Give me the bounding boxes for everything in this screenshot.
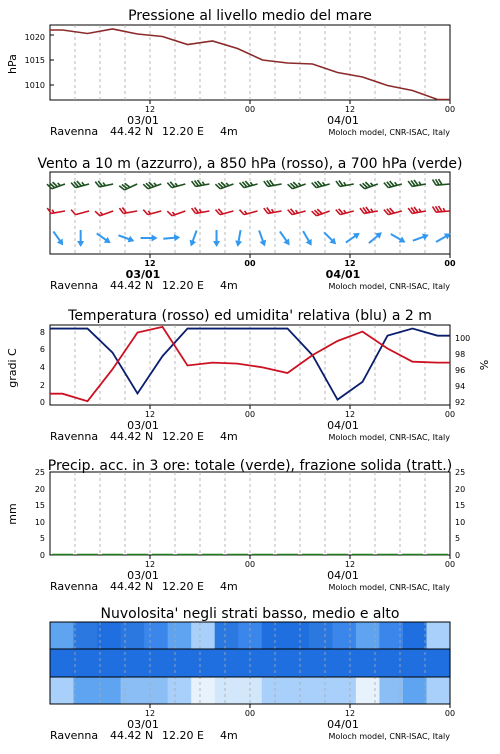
cloud-cell xyxy=(50,649,74,677)
precip-ytick: 15 xyxy=(34,501,45,510)
precip-ytick: 10 xyxy=(34,518,45,527)
wind-arrow-10m xyxy=(367,230,385,246)
location-name: Ravenna xyxy=(50,430,99,443)
temperature-ylabel: gradi C xyxy=(6,348,19,388)
cloud-cell xyxy=(191,649,215,677)
wind-arrow-10m xyxy=(412,232,430,244)
wind-barb-850 xyxy=(408,205,426,214)
cloud-title: Nuvolosita' negli strati basso, medio e alto xyxy=(100,606,400,622)
temperature-ytick: 0 xyxy=(39,398,45,407)
x-tick-label: 12 xyxy=(344,709,356,718)
x-tick-label: 12 xyxy=(144,259,156,268)
date-label: 04/01 xyxy=(327,419,359,432)
wind-barb-700 xyxy=(71,178,89,188)
wind-arrow-10m xyxy=(234,230,244,248)
x-tick-label: 00 xyxy=(244,709,256,718)
date-label: 04/01 xyxy=(327,569,359,582)
wind-barb-850 xyxy=(167,205,185,216)
temperature-ytick: 6 xyxy=(39,345,45,354)
cloud-cell xyxy=(403,677,427,704)
wind-title: Vento a 10 m (azzurro), a 850 hPa (rosso), a 700 hPa (verde) xyxy=(37,156,463,172)
x-tick-label: 00 xyxy=(244,410,256,419)
wind-arrow-10m xyxy=(163,234,181,242)
x-tick-label: 12 xyxy=(144,105,156,114)
precip-ytick: 0 xyxy=(39,551,45,560)
cloud-cell xyxy=(168,677,192,704)
wind-arrow-10m xyxy=(77,230,84,247)
date-label: 03/01 xyxy=(125,268,161,281)
location-alt: 4m xyxy=(220,125,238,138)
precip-title: Precip. acc. in 3 ore: totale (verde), frazione solida (tratt.) xyxy=(47,458,453,474)
cloud-cell xyxy=(74,649,98,677)
wind-barb-850 xyxy=(119,205,137,214)
wind-barb-850 xyxy=(192,205,210,214)
wind-barb-850 xyxy=(240,205,258,215)
cloud-cell xyxy=(168,622,192,649)
cloud-cell xyxy=(309,622,333,649)
date-label: 04/01 xyxy=(327,718,359,731)
cloud-cell xyxy=(332,649,356,677)
cloud-cell xyxy=(144,649,168,677)
model-credit: Moloch model, CNR-ISAC, Italy xyxy=(328,282,450,291)
arrow-head xyxy=(444,230,453,239)
location-name: Ravenna xyxy=(50,279,99,292)
x-tick-label: 00 xyxy=(444,410,456,419)
cloud-cell xyxy=(191,677,215,704)
x-tick-label: 00 xyxy=(244,560,256,569)
wind-arrow-10m xyxy=(117,232,135,244)
cloud-cell xyxy=(309,649,333,677)
arrow-head xyxy=(188,240,197,248)
humidity-ytick: 96 xyxy=(455,366,466,375)
arrow-head xyxy=(234,240,242,247)
arrow-head xyxy=(213,241,220,247)
cloud-cell xyxy=(215,622,239,649)
cloud-cell xyxy=(97,677,121,704)
wind-barb-700 xyxy=(192,178,210,187)
date-label: 03/01 xyxy=(127,419,159,432)
wind-barb-700 xyxy=(312,178,330,188)
pressure-ylabel: hPa xyxy=(6,54,19,74)
x-tick-label: 12 xyxy=(144,709,156,718)
wind-barb-700 xyxy=(143,178,161,189)
wind-arrow-10m xyxy=(256,229,268,247)
arrow-head xyxy=(174,234,181,241)
cloud-cell xyxy=(332,677,356,704)
cloud-cell xyxy=(426,649,450,677)
location-lat: 44.42 N xyxy=(110,125,154,138)
cloud-cell xyxy=(403,649,427,677)
wind-arrow-10m xyxy=(95,231,113,246)
humidity-ytick: 92 xyxy=(455,398,466,407)
temperature-title: Temperatura (rosso) ed umidita' relativa (blu) a 2 m xyxy=(68,308,432,324)
wind-barb-700 xyxy=(336,178,354,187)
x-tick-label: 12 xyxy=(144,410,156,419)
wind-barb-850 xyxy=(264,205,282,214)
wind-barb-850 xyxy=(71,205,89,215)
wind-arrow-10m xyxy=(141,235,158,242)
barb-feather xyxy=(240,209,244,216)
location-alt: 4m xyxy=(220,279,238,292)
humidity-ytick: 98 xyxy=(455,350,466,359)
precip-ytick-right: 5 xyxy=(455,534,461,543)
wind-barb-700 xyxy=(167,178,185,188)
cloud-cell xyxy=(215,677,239,704)
wind-barb-850 xyxy=(288,205,306,215)
x-tick-label: 00 xyxy=(444,259,456,268)
location-lat: 44.42 N xyxy=(110,279,154,292)
arrow-head xyxy=(422,232,430,241)
wind-barb-700 xyxy=(215,178,233,189)
wind-arrow-10m xyxy=(389,231,407,246)
wind-barb-850 xyxy=(143,205,161,215)
date-label: 03/01 xyxy=(127,718,159,731)
precip-ytick-right: 20 xyxy=(455,485,466,494)
cloud-cell xyxy=(356,677,380,704)
cloud-cell xyxy=(426,677,450,704)
wind-arrow-10m xyxy=(344,230,362,245)
date-label: 04/01 xyxy=(325,268,361,281)
humidity-ytick: 94 xyxy=(455,382,466,391)
wind-arrow-10m xyxy=(213,230,220,247)
wind-barb-850 xyxy=(95,205,113,216)
location-lon: 12.20 E xyxy=(162,580,204,593)
barb-feather xyxy=(95,210,100,217)
x-tick-label: 12 xyxy=(144,560,156,569)
wind-barb-700 xyxy=(384,178,402,188)
date-label: 03/01 xyxy=(127,114,159,127)
location-name: Ravenna xyxy=(50,729,99,742)
location-lon: 12.20 E xyxy=(162,279,204,292)
model-credit: Moloch model, CNR-ISAC, Italy xyxy=(328,128,450,137)
wind-barb-700 xyxy=(264,178,282,187)
precip-ylabel: mm xyxy=(6,503,19,525)
arrow-head xyxy=(152,235,158,242)
location-lon: 12.20 E xyxy=(162,430,204,443)
pressure-ytick: 1010 xyxy=(24,81,45,90)
location-alt: 4m xyxy=(220,580,238,593)
wind-barb-850 xyxy=(384,205,402,215)
location-lat: 44.42 N xyxy=(110,729,154,742)
cloud-cell xyxy=(74,677,98,704)
precip-ytick-right: 0 xyxy=(455,551,461,560)
cloud-cell xyxy=(168,649,192,677)
temperature-ytick: 2 xyxy=(39,381,45,390)
cloud-cell xyxy=(285,677,309,704)
x-tick-label: 00 xyxy=(244,259,256,268)
arrow-head xyxy=(77,241,84,247)
cloud-cell xyxy=(356,622,380,649)
wind-arrow-10m xyxy=(277,229,292,247)
barb-feather xyxy=(167,210,172,217)
date-label: 04/01 xyxy=(327,114,359,127)
wind-arrow-10m xyxy=(322,230,339,247)
barb-shaft xyxy=(76,211,90,215)
wind-barb-700 xyxy=(240,178,258,188)
cloud-cell xyxy=(262,649,286,677)
cloud-cell xyxy=(121,677,145,704)
x-tick-label: 00 xyxy=(444,709,456,718)
wind-barb-700 xyxy=(119,179,137,192)
x-tick-label: 12 xyxy=(344,410,356,419)
location-name: Ravenna xyxy=(50,580,99,593)
humidity-ylabel: % xyxy=(478,359,491,371)
location-lon: 12.20 E xyxy=(162,729,204,742)
cloud-cell xyxy=(74,622,98,649)
wind-arrow-10m xyxy=(188,229,200,247)
wind-barb-850 xyxy=(336,205,354,215)
location-lat: 44.42 N xyxy=(110,580,154,593)
temperature-ytick: 4 xyxy=(39,363,45,372)
arrow-head xyxy=(128,236,136,245)
precip-ytick-right: 25 xyxy=(455,468,466,477)
temperature-ytick: 8 xyxy=(39,328,45,337)
cloud-cell xyxy=(50,622,74,649)
cloud-cell xyxy=(285,649,309,677)
wind-barb-850 xyxy=(312,205,330,216)
cloud-cell xyxy=(191,622,215,649)
cloud-cell xyxy=(144,677,168,704)
x-tick-label: 12 xyxy=(344,105,356,114)
precip-ytick: 20 xyxy=(34,485,45,494)
wind-barb-850 xyxy=(215,205,233,215)
wind-barb-700 xyxy=(95,178,113,187)
cloud-cell xyxy=(215,649,239,677)
pressure-ytick: 1020 xyxy=(24,33,45,42)
model-credit: Moloch model, CNR-ISAC, Italy xyxy=(328,433,450,442)
wind-arrow-10m xyxy=(51,229,66,247)
cloud-cell xyxy=(285,622,309,649)
model-credit: Moloch model, CNR-ISAC, Italy xyxy=(328,583,450,592)
location-lon: 12.20 E xyxy=(162,125,204,138)
cloud-cell xyxy=(403,622,427,649)
arrow-head xyxy=(260,240,269,248)
x-tick-label: 12 xyxy=(344,259,356,268)
cloud-cell xyxy=(121,622,145,649)
x-tick-label: 00 xyxy=(444,105,456,114)
cloud-cell xyxy=(97,622,121,649)
cloud-cell xyxy=(144,622,168,649)
arrow-head xyxy=(306,239,315,248)
humidity-ytick: 100 xyxy=(455,334,471,343)
barb-feather xyxy=(47,208,51,214)
x-tick-label: 12 xyxy=(344,560,356,569)
cloud-cell xyxy=(97,649,121,677)
precip-ytick-right: 10 xyxy=(455,518,466,527)
date-label: 03/01 xyxy=(127,569,159,582)
cloud-cell xyxy=(50,677,74,704)
wind-barb-700 xyxy=(433,178,450,185)
wind-barb-700 xyxy=(408,178,426,187)
cloud-cell xyxy=(332,622,356,649)
pressure-title: Pressione al livello medio del mare xyxy=(128,8,372,24)
chart-content xyxy=(47,25,456,742)
model-credit: Moloch model, CNR-ISAC, Italy xyxy=(328,732,450,741)
precip-ytick: 5 xyxy=(39,534,45,543)
cloud-cell xyxy=(121,649,145,677)
wind-arrow-10m xyxy=(300,229,315,247)
precip-ytick: 25 xyxy=(34,468,45,477)
cloud-cell xyxy=(426,622,450,649)
location-alt: 4m xyxy=(220,430,238,443)
wind-barb-850 xyxy=(433,205,450,212)
location-lat: 44.42 N xyxy=(110,430,154,443)
location-name: Ravenna xyxy=(50,125,99,138)
wind-barb-700 xyxy=(288,178,306,189)
pressure-ytick: 1015 xyxy=(24,56,45,65)
cloud-cell xyxy=(309,677,333,704)
barb-feather xyxy=(143,209,147,216)
cloud-cell xyxy=(356,649,380,677)
x-tick-label: 00 xyxy=(244,105,256,114)
location-alt: 4m xyxy=(220,729,238,742)
cloud-cell xyxy=(262,677,286,704)
x-tick-label: 00 xyxy=(444,560,456,569)
precip-ytick-right: 15 xyxy=(455,501,466,510)
cloud-cell xyxy=(262,622,286,649)
